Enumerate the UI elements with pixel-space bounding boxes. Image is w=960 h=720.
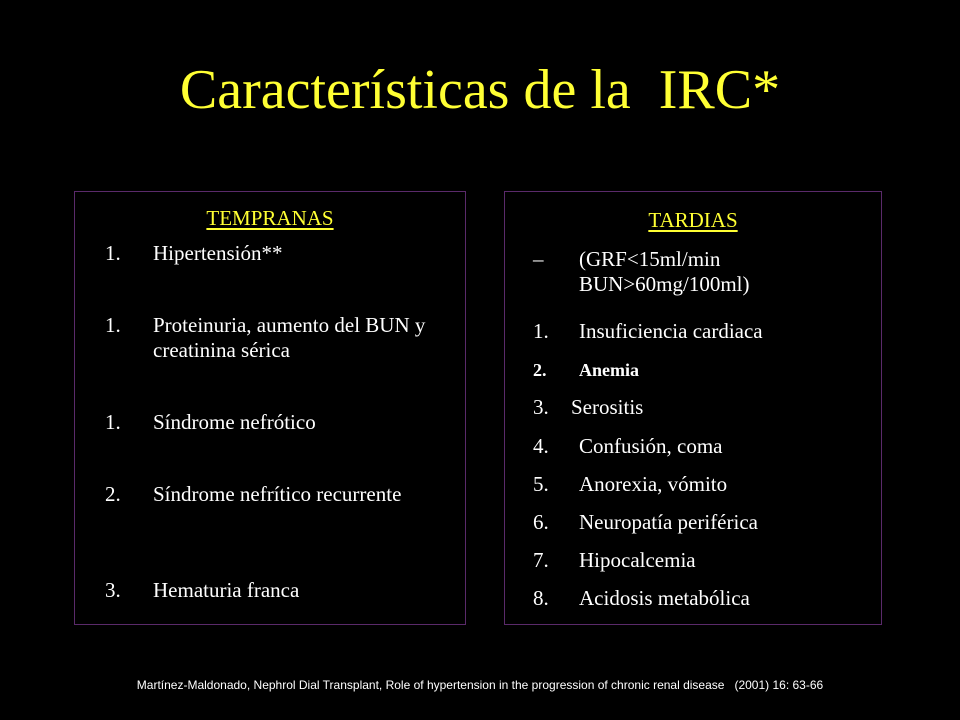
- list-item-text: Serositis: [571, 395, 644, 419]
- list-item-text: Hipertensión**: [153, 241, 283, 265]
- list-item-text: Anorexia, vómito: [579, 472, 728, 496]
- list-item-text: Hipocalcemia: [579, 548, 696, 572]
- list-item-text: Insuficiencia cardiaca: [579, 319, 763, 343]
- list-item-number: 5.: [533, 472, 549, 496]
- early-features-panel: [74, 191, 466, 625]
- list-item-number: 3.: [533, 395, 549, 419]
- early-features-heading: TEMPRANAS: [206, 206, 334, 230]
- list-item-text: Acidosis metabólica: [579, 586, 750, 610]
- list-item-number: 2.: [533, 360, 547, 380]
- list-item-number: 1.: [105, 410, 121, 434]
- list-item-text: Síndrome nefrótico: [153, 410, 316, 434]
- list-item-number: 2.: [105, 482, 121, 506]
- list-item-text: Neuropatía periférica: [579, 510, 758, 534]
- list-item-number: 1.: [533, 319, 549, 343]
- list-item-text: (GRF<15ml/min BUN>60mg/100ml): [579, 247, 750, 296]
- list-item-number: 8.: [533, 586, 549, 610]
- late-features-panel: [504, 191, 882, 625]
- citation-footnote: Martínez-Maldonado, Nephrol Dial Transplant, Role of hypertension in the progression of chronic renal disease (2001) 16: 63-66: [136, 678, 824, 692]
- list-item-text: Síndrome nefrítico recurrente: [153, 482, 402, 506]
- list-item-bullet: –: [533, 247, 544, 271]
- list-item-number: 7.: [533, 548, 549, 572]
- list-item-text: Anemia: [579, 360, 639, 380]
- list-item-number: 1.: [105, 241, 121, 265]
- list-item-text: Confusión, coma: [579, 434, 723, 458]
- list-item-number: 3.: [105, 578, 121, 602]
- list-item-text: Proteinuria, aumento del BUN y creatinina sérica: [153, 313, 426, 362]
- list-item-number: 1.: [105, 313, 121, 337]
- list-item-text: Hematuria franca: [153, 578, 300, 602]
- slide-title: Características de la IRC*: [179, 59, 781, 121]
- late-features-heading: TARDIAS: [648, 208, 738, 232]
- list-item-number: 6.: [533, 510, 549, 534]
- list-item-number: 4.: [533, 434, 549, 458]
